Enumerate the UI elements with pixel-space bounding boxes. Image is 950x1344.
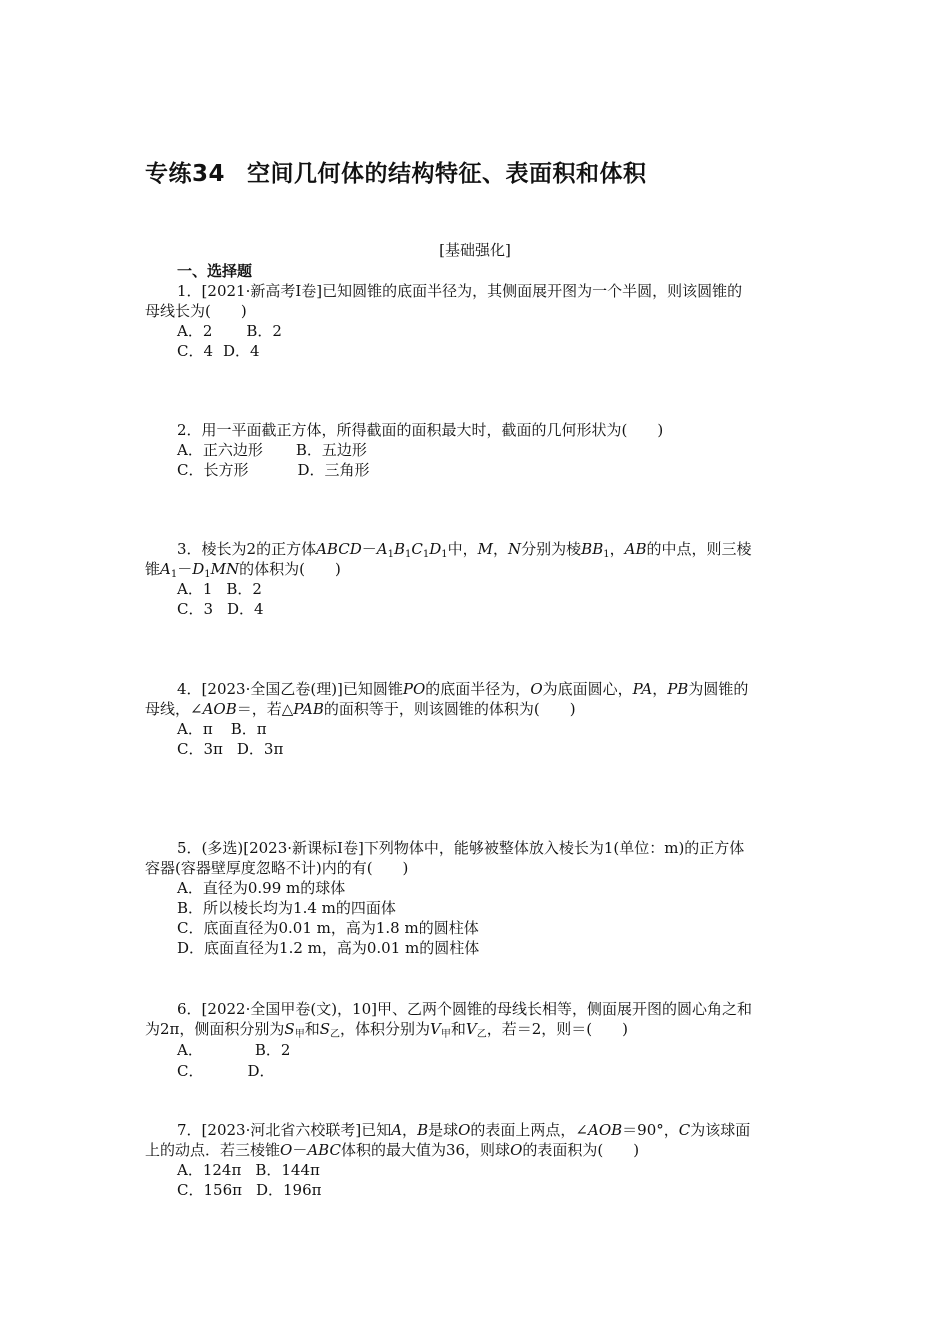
section-heading: 一、选择题	[177, 262, 253, 280]
text-run: 的表面积为( )	[522, 1141, 640, 1159]
title-prefix: 专练34	[145, 161, 226, 187]
option-d: D．4	[223, 342, 260, 360]
question-5-line-1: 5．(多选)[2023·新课标Ⅰ卷]下列物体中，能够被整体放入棱长为1(单位：m)的正方体	[177, 839, 745, 857]
math-run: A	[376, 540, 388, 558]
math-run: O	[530, 680, 543, 698]
question-6-options-ab	[177, 1040, 290, 1060]
subscript: 乙	[476, 1029, 487, 1040]
question-5-option-a: A．直径为0.99 m的球体	[177, 879, 346, 897]
option-c: C．3π	[177, 740, 223, 758]
option-d: D．3π	[236, 740, 284, 758]
question-7-options-ab	[177, 1160, 320, 1180]
text-run: 锥	[145, 560, 161, 578]
option-a: A．2	[177, 322, 213, 340]
subscript: 1	[441, 549, 448, 560]
subscript: 1	[603, 549, 610, 560]
text-run: 和	[450, 1020, 466, 1038]
option-b: B．π	[230, 720, 267, 738]
option-c: C．4	[177, 342, 214, 360]
option-a: A．124π	[177, 1161, 242, 1179]
text-run: ，	[652, 680, 668, 698]
subscript: 1	[422, 549, 430, 560]
text-run: 和	[304, 1020, 320, 1038]
subscript: 甲	[440, 1029, 451, 1040]
math-run: C	[411, 540, 423, 558]
option-b: B．2	[246, 322, 282, 340]
question-7-line-2	[145, 1140, 639, 1160]
text-run: －	[361, 540, 377, 558]
math-run: PB	[667, 680, 689, 698]
option-b: B．2	[254, 1041, 291, 1059]
math-run: BB	[581, 540, 604, 558]
math-run: AB	[624, 540, 647, 558]
option-a: A．π	[177, 720, 213, 738]
option-b: B．五边形	[295, 441, 367, 459]
math-run: O	[458, 1121, 471, 1139]
option-c: C．长方形	[177, 461, 249, 479]
text-run: ＝90°，	[622, 1121, 679, 1139]
option-d: D．196π	[255, 1181, 322, 1199]
math-run: ABC	[307, 1141, 341, 1159]
question-7-line-1	[177, 1120, 750, 1140]
text-run: 为该球面	[690, 1121, 751, 1139]
math-run: O	[510, 1141, 523, 1159]
math-run: S	[319, 1020, 330, 1038]
math-run: PAB	[293, 700, 324, 718]
text-run: －	[292, 1141, 308, 1159]
subscript: 甲	[294, 1029, 305, 1040]
math-run: PA	[632, 680, 653, 698]
option-d: D．三角形	[297, 461, 370, 479]
page-title	[145, 155, 647, 188]
option-a: A．	[177, 1041, 203, 1059]
text-run: 为底面圆心，	[542, 680, 633, 698]
question-2-options-cd	[177, 460, 370, 480]
text-run: ，	[402, 1121, 418, 1139]
question-2-options-ab	[177, 440, 367, 460]
math-run: D	[429, 540, 442, 558]
option-d: D．4	[227, 600, 264, 618]
question-4-options-cd	[177, 739, 283, 759]
question-1-options-ab	[177, 321, 282, 341]
math-run: B	[417, 1121, 429, 1139]
text-run: 的表面上两点，∠	[470, 1121, 588, 1139]
question-4-line-2	[145, 699, 576, 719]
text-run: 母线，∠	[145, 700, 203, 718]
question-7-options-cd	[177, 1180, 321, 1200]
option-c: C．	[177, 1062, 204, 1080]
question-2-line-1: 2．用一平面截正方体，所得截面的面积最大时，截面的几何形状为( )	[177, 421, 664, 439]
text-run: 中，	[447, 540, 478, 558]
text-run: 上的动点．若三棱锥	[145, 1141, 281, 1159]
text-run: 分别为棱	[521, 540, 582, 558]
text-run: ，体积分别为	[339, 1020, 430, 1038]
subscript: 1	[405, 549, 412, 560]
math-run: D	[192, 560, 205, 578]
question-1-line-2: 母线长为( )	[145, 302, 247, 320]
math-run: C	[678, 1121, 691, 1139]
math-run: A	[160, 560, 171, 578]
math-run: PO	[402, 680, 426, 698]
option-d: D．	[247, 1062, 275, 1080]
text-run: 体积的最大值为36，则球	[340, 1141, 511, 1159]
text-run: 是球	[428, 1121, 459, 1139]
text-run: ，若＝2，则＝( )	[486, 1020, 628, 1038]
text-run: 的中点，则三棱	[646, 540, 752, 558]
section-tag: [基础强化]	[439, 241, 511, 259]
math-run: N	[508, 540, 522, 558]
title-text: 空间几何体的结构特征、表面积和体积	[247, 161, 647, 187]
question-3-options-ab	[177, 579, 262, 599]
text-run: ，	[493, 540, 509, 558]
text-run: 的面积等于，则该圆锥的体积为( )	[323, 700, 576, 718]
math-run: B	[393, 540, 405, 558]
math-run: M	[477, 540, 494, 558]
option-c: C．156π	[177, 1181, 242, 1199]
math-run: AOB	[202, 700, 237, 718]
question-1-line-1: 1．[2021·新高考Ⅰ卷]已知圆锥的底面半径为，其侧面展开图为一个半圆，则该圆锥的	[177, 282, 743, 300]
math-run: V	[430, 1020, 441, 1038]
text-run: 为圆锥的	[688, 680, 749, 698]
question-1-options-cd	[177, 341, 260, 361]
question-4-line-1	[177, 679, 748, 699]
subscript: 乙	[329, 1029, 340, 1040]
question-6-options-cd	[177, 1061, 275, 1081]
subscript: 1	[387, 549, 394, 560]
question-3-line-2	[145, 559, 341, 579]
option-a: A．正六边形	[177, 441, 263, 459]
option-b: B．2	[226, 580, 262, 598]
math-run: O	[280, 1141, 293, 1159]
text-run: ，	[609, 540, 625, 558]
subscript: 1	[170, 569, 178, 580]
text-run: 7．[2023·河北省六校联考]已知	[177, 1121, 392, 1139]
subscript: 1	[204, 569, 211, 580]
math-run: MN	[210, 560, 240, 578]
option-b: B．144π	[255, 1161, 320, 1179]
text-run: 的体积为( )	[239, 560, 341, 578]
question-6-line-2	[145, 1019, 628, 1039]
math-run: AOB	[588, 1121, 623, 1139]
question-3-line-1	[177, 539, 751, 559]
question-5-option-b: B．所以棱长均为1.4 m的四面体	[177, 899, 396, 917]
question-6-line-1: 6．[2022·全国甲卷(文)，10]甲、乙两个圆锥的母线长相等，侧面展开图的圆心角之和	[177, 1000, 752, 1018]
text-run: －	[177, 560, 193, 578]
option-a: A．1	[177, 580, 213, 598]
math-run: A	[391, 1121, 403, 1139]
text-run: 4．[2023·全国乙卷(理)]已知圆锥	[177, 680, 403, 698]
question-5-line-2: 容器(容器壁厚度忽略不计)内的有( )	[145, 859, 409, 877]
text-run: 为2π，侧面积分别为	[145, 1020, 285, 1038]
text-run: ＝，若△	[236, 700, 294, 718]
question-3-options-cd	[177, 599, 264, 619]
math-run: V	[465, 1020, 477, 1038]
question-4-options-ab	[177, 719, 267, 739]
text-run: 3．棱长为2的正方体	[177, 540, 317, 558]
option-c: C．3	[177, 600, 214, 618]
question-5-option-c: C．底面直径为0.01 m，高为1.8 m的圆柱体	[177, 919, 479, 937]
question-5-option-d: D．底面直径为1.2 m，高为0.01 m的圆柱体	[177, 939, 480, 957]
math-run: S	[284, 1020, 295, 1038]
text-run: 的底面半径为，	[425, 680, 531, 698]
math-run: ABCD	[316, 540, 362, 558]
